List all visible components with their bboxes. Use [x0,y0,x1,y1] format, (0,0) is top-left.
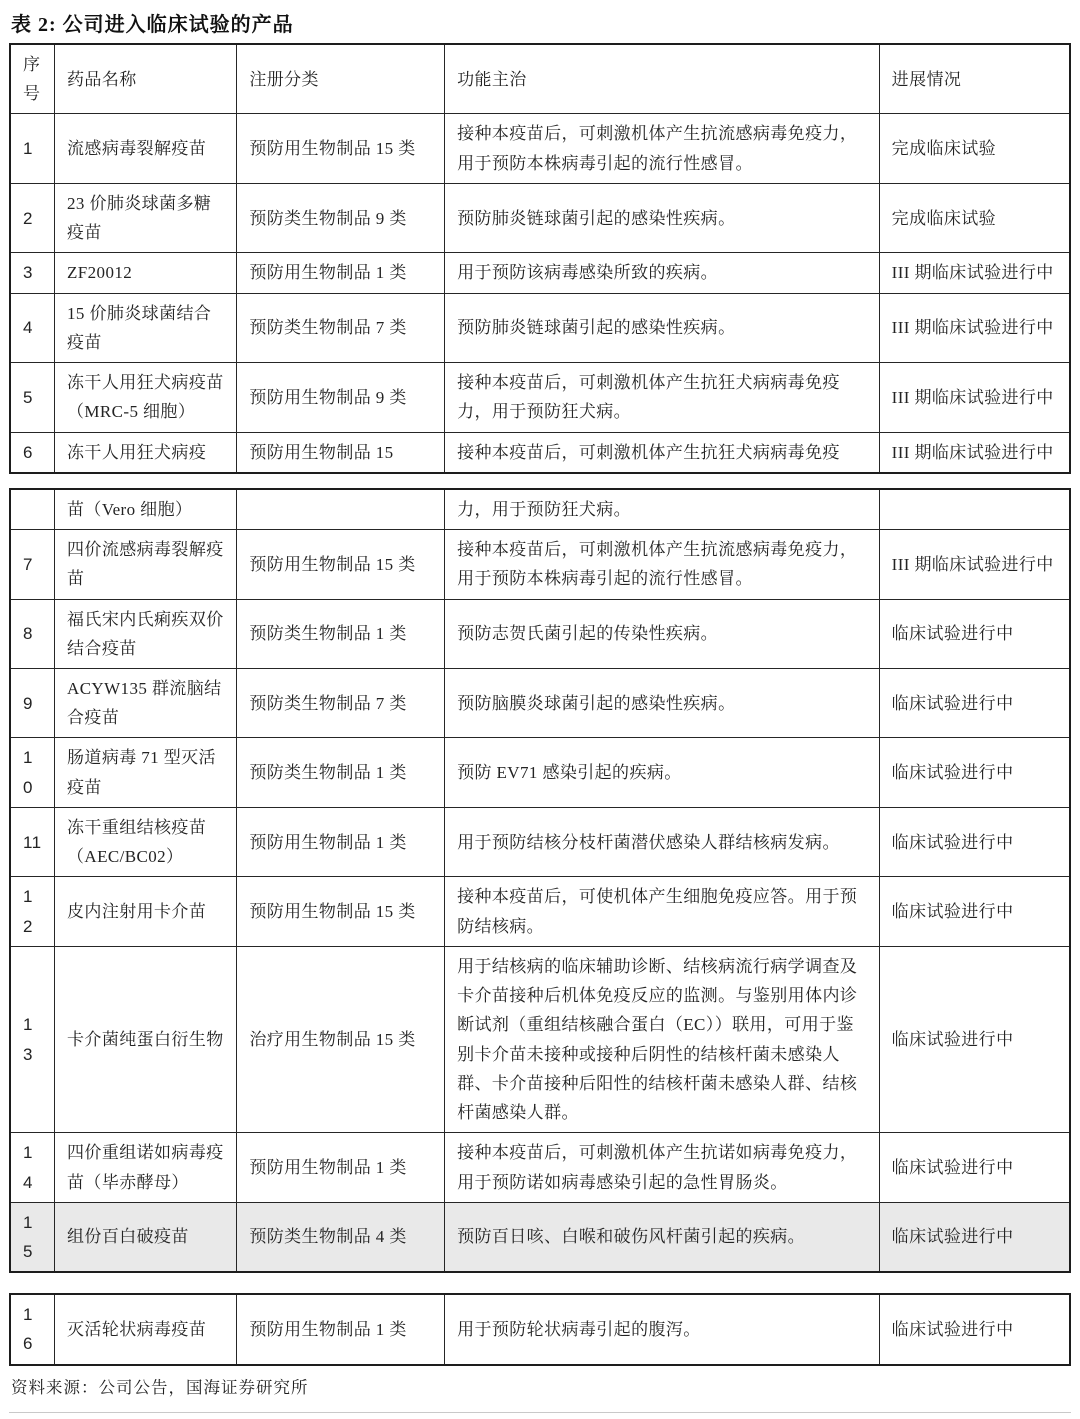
row-number-cell: 3 [10,253,55,293]
drug-name-cell: 灭活轮状病毒疫苗 [55,1294,237,1364]
row-number-cell: 12 [10,877,55,946]
page-bottom-rule [9,1412,1071,1419]
indication-cell: 接种本疫苗后，可刺激机体产生抗流感病毒免疫力，用于预防本株病毒引起的流行性感冒。 [445,530,880,599]
progress-cell: III 期临床试验进行中 [879,432,1070,473]
header-drug-name: 药品名称 [55,44,237,114]
registration-category-cell: 预防类生物制品 9 类 [237,183,445,252]
table-row [10,530,1070,599]
progress-cell: III 期临床试验进行中 [879,530,1070,599]
table-row [10,183,1070,252]
drug-name-cell: 冻干重组结核疫苗（AEC/BC02） [55,807,237,876]
indication-cell: 预防肺炎链球菌引起的感染性疾病。 [445,183,880,252]
header-row [10,44,1070,114]
drug-name-cell: ZF20012 [55,253,237,293]
header-registration-category: 注册分类 [237,44,445,114]
row-number-cell: 4 [10,293,55,362]
table-body-segment-2 [10,489,1070,1272]
drug-name-cell: 福氏宋内氏痢疾双价结合疫苗 [55,599,237,668]
drug-name-cell: 四价流感病毒裂解疫苗 [55,530,237,599]
progress-cell: III 期临床试验进行中 [879,253,1070,293]
drug-name-cell: 卡介菌纯蛋白衍生物 [55,946,237,1132]
table-body-segment-3 [10,1294,1070,1364]
progress-cell: 临床试验进行中 [879,668,1070,737]
table-row [10,293,1070,362]
row-number-cell: 7 [10,530,55,599]
drug-name-cell: 23 价肺炎球菌多糖疫苗 [55,183,237,252]
indication-cell: 预防百日咳、白喉和破伤风杆菌引起的疾病。 [445,1202,880,1272]
registration-category-cell: 预防类生物制品 4 类 [237,1202,445,1272]
indication-cell: 力，用于预防狂犬病。 [445,489,880,530]
registration-category-cell: 预防类生物制品 1 类 [237,599,445,668]
table-row [10,738,1070,807]
indication-cell: 预防志贺氏菌引起的传染性疾病。 [445,599,880,668]
progress-cell: 完成临床试验 [879,114,1070,183]
table-body-segment-1 [10,114,1070,473]
progress-cell: 完成临床试验 [879,183,1070,252]
progress-cell: 临床试验进行中 [879,738,1070,807]
row-number-cell: 6 [10,432,55,473]
drug-name-cell: 15 价肺炎球菌结合疫苗 [55,293,237,362]
row-number-cell [10,489,55,530]
row-number-cell: 11 [10,807,55,876]
progress-cell: III 期临床试验进行中 [879,363,1070,432]
table-row [10,432,1070,473]
progress-cell: 临床试验进行中 [879,1133,1070,1202]
table-header [10,44,1070,114]
page-break-gap [9,1273,1071,1293]
drug-name-cell: 冻干人用狂犬病疫苗（MRC-5 细胞） [55,363,237,432]
indication-cell: 接种本疫苗后，可刺激机体产生抗诺如病毒免疫力，用于预防诺如病毒感染引起的急性胃肠炎。 [445,1133,880,1202]
registration-category-cell: 预防用生物制品 9 类 [237,363,445,432]
indication-cell: 用于预防该病毒感染所致的疾病。 [445,253,880,293]
header-indication: 功能主治 [445,44,880,114]
drug-name-cell: ACYW135 群流脑结合疫苗 [55,668,237,737]
registration-category-cell: 预防用生物制品 15 类 [237,114,445,183]
registration-category-cell: 预防用生物制品 1 类 [237,253,445,293]
row-number-cell: 5 [10,363,55,432]
header-row-number: 序号 [10,44,55,114]
registration-category-cell: 预防类生物制品 1 类 [237,738,445,807]
table-row [10,946,1070,1132]
progress-cell: III 期临床试验进行中 [879,293,1070,362]
page-break-gap [9,474,1071,488]
row-number-cell: 14 [10,1133,55,1202]
progress-cell: 临床试验进行中 [879,599,1070,668]
drug-name-cell: 苗（Vero 细胞） [55,489,237,530]
progress-cell: 临床试验进行中 [879,1294,1070,1364]
drug-name-cell: 肠道病毒 71 型灭活疫苗 [55,738,237,807]
table-row [10,807,1070,876]
registration-category-cell [237,489,445,530]
registration-category-cell: 预防用生物制品 1 类 [237,1133,445,1202]
indication-cell: 用于预防结核分枝杆菌潜伏感染人群结核病发病。 [445,807,880,876]
indication-cell: 预防 EV71 感染引起的疾病。 [445,738,880,807]
table-row [10,489,1070,530]
indication-cell: 预防肺炎链球菌引起的感染性疾病。 [445,293,880,362]
registration-category-cell: 预防用生物制品 15 [237,432,445,473]
products-table-segment-1 [9,43,1071,474]
registration-category-cell: 预防用生物制品 1 类 [237,1294,445,1364]
row-number-cell: 9 [10,668,55,737]
table-row [10,1133,1070,1202]
table-row [10,363,1070,432]
table-row [10,1294,1070,1364]
drug-name-cell: 流感病毒裂解疫苗 [55,114,237,183]
progress-cell: 临床试验进行中 [879,1202,1070,1272]
table-row [10,114,1070,183]
indication-cell: 接种本疫苗后，可刺激机体产生抗流感病毒免疫力，用于预防本株病毒引起的流行性感冒。 [445,114,880,183]
row-number-cell: 2 [10,183,55,252]
indication-cell: 预防脑膜炎球菌引起的感染性疾病。 [445,668,880,737]
row-number-cell: 16 [10,1294,55,1364]
table-row [10,599,1070,668]
row-number-cell: 13 [10,946,55,1132]
progress-cell: 临床试验进行中 [879,807,1070,876]
registration-category-cell: 治疗用生物制品 15 类 [237,946,445,1132]
products-table-segment-3 [9,1293,1071,1365]
source-note: 资料来源：公司公告，国海证券研究所 [11,1377,309,1397]
indication-cell: 用于预防轮状病毒引起的腹泻。 [445,1294,880,1364]
row-number-cell: 8 [10,599,55,668]
registration-category-cell: 预防用生物制品 15 类 [237,877,445,946]
products-table-segment-2 [9,488,1071,1273]
registration-category-cell: 预防类生物制品 7 类 [237,668,445,737]
progress-cell: 临床试验进行中 [879,877,1070,946]
table-row [10,1202,1070,1272]
row-number-cell: 15 [10,1202,55,1272]
drug-name-cell: 四价重组诺如病毒疫苗（毕赤酵母） [55,1133,237,1202]
indication-cell: 接种本疫苗后，可刺激机体产生抗狂犬病病毒免疫力，用于预防狂犬病。 [445,363,880,432]
table-title: 表 2: 公司进入临床试验的产品 [11,14,294,36]
table-row [10,877,1070,946]
header-progress: 进展情况 [879,44,1070,114]
indication-cell: 接种本疫苗后，可刺激机体产生抗狂犬病病毒免疫 [445,432,880,473]
registration-category-cell: 预防类生物制品 7 类 [237,293,445,362]
row-number-cell: 1 [10,114,55,183]
table-row [10,668,1070,737]
drug-name-cell: 冻干人用狂犬病疫 [55,432,237,473]
progress-cell [879,489,1070,530]
indication-cell: 用于结核病的临床辅助诊断、结核病流行病学调查及卡介苗接种后机体免疫反应的监测。与鉴别用体内诊断试剂（重组结核融合蛋白（EC））联用，可用于鉴别卡介苗未接种或接种后阴性的结核杆菌未感染人群、卡介苗接种后阳性的结核杆菌未感染人群、结核杆菌感染人群。 [445,946,880,1132]
registration-category-cell: 预防用生物制品 15 类 [237,530,445,599]
indication-cell: 接种本疫苗后，可使机体产生细胞免疫应答。用于预防结核病。 [445,877,880,946]
progress-cell: 临床试验进行中 [879,946,1070,1132]
drug-name-cell: 组份百白破疫苗 [55,1202,237,1272]
drug-name-cell: 皮内注射用卡介苗 [55,877,237,946]
row-number-cell: 10 [10,738,55,807]
registration-category-cell: 预防用生物制品 1 类 [237,807,445,876]
table-row [10,253,1070,293]
